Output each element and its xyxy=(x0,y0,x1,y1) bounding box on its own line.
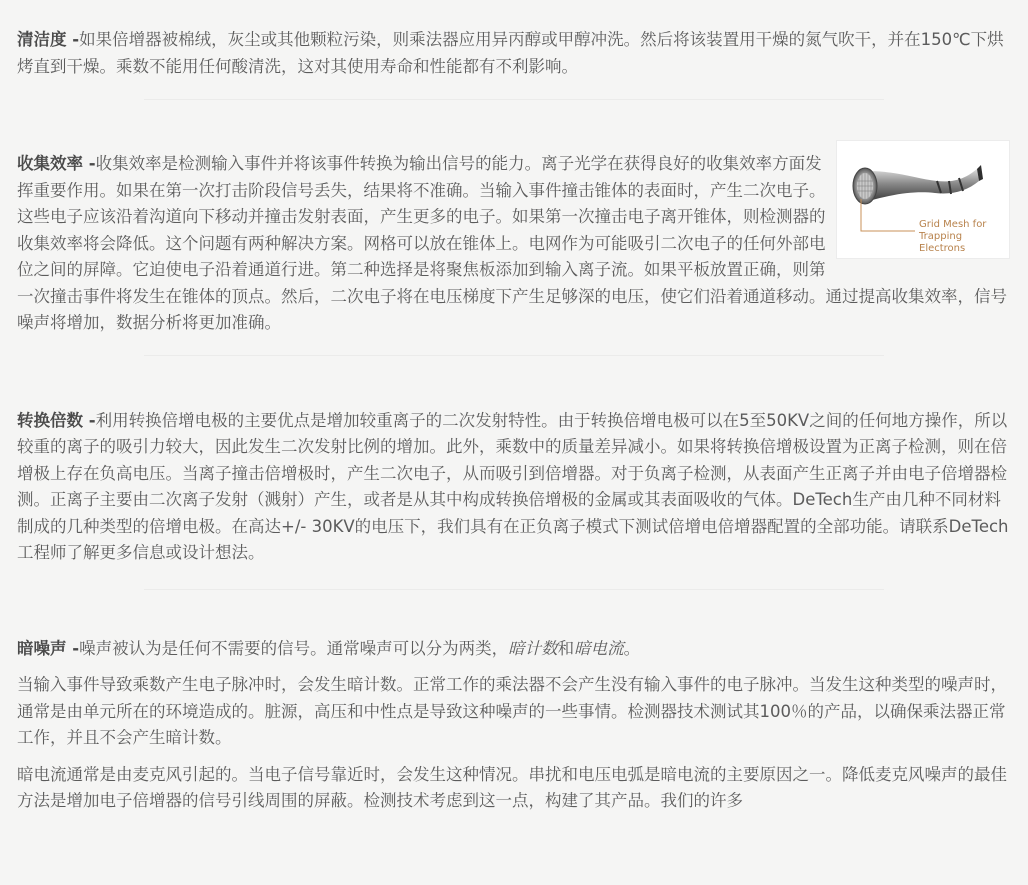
caption-line-1: Grid Mesh for xyxy=(919,219,987,230)
conversion-paragraph xyxy=(17,408,1010,567)
dark-noise-term: 暗噪声 - xyxy=(17,638,80,658)
collection-term: 收集效率 - xyxy=(17,154,96,173)
section-cleanliness xyxy=(17,27,1010,80)
dark-count-term: 暗计数 xyxy=(508,638,558,658)
cleanliness-term: 清洁度 - xyxy=(17,30,80,49)
divider xyxy=(144,355,884,356)
conversion-term: 转换倍数 - xyxy=(17,410,96,430)
dark-noise-intro-text: 噪声被认为是任何不需要的信号。通常噪声可以分为两类， xyxy=(79,638,509,658)
dark-current-term: 暗电流 xyxy=(574,638,624,658)
dark-count-paragraph: 当输入事件导致乘数产生电子脉冲时，会发生暗计数。正常工作的乘法器不会产生没有输入事件的电子脉冲。当发生这种类型的噪声时，通常是由单元所在的环境造成的。脏源，高压和中性点是导致这种噪声的一些事情。检测器技术测试其100％的产品，以确保乘法器正常工作，并且不会产生暗计数。 xyxy=(17,675,1007,747)
collection-text: 收集效率是检测输入事件并将该事件转换为输出信号的能力。离子光学在获得良好的收集效率方面发挥重要作用。如果在第一次打击阶段信号丢失，结果将不准确。当输入事件撞击锥体的表面时，产生二次电子。这些电子应该沿着沟道向下移动并撞击发射表面，产生更多的电子。如果第一次撞击电子离开锥体，则检测器的收集效率将会降低。这个问题有两种解决方案。网格可以放在锥体上。电网作为可能吸引二次电子的任何外部电位之间的屏障。它迫使电子沿着通道行进。第二种选择是将聚焦板添加到输入离子流。如果平板放置正确，则第一次撞击事件将发生在锥体的顶点。然后，二次电子将在电压梯度下产生足够深的电压，使它们沿着通道移动。通过提高收集效率，信号噪声将增加，数据分析将更加准确。 xyxy=(17,154,1007,332)
section-dark-noise xyxy=(17,636,1010,815)
caption-line-2: Trapping Electrons xyxy=(919,231,966,254)
and-text: 和 xyxy=(557,638,575,658)
dark-noise-intro xyxy=(17,636,1010,663)
cleanliness-paragraph xyxy=(17,27,1010,80)
grid-mesh-figure xyxy=(836,140,1010,259)
conversion-text: 利用转换倍增电极的主要优点是增加较重离子的二次发射特性。由于转换倍增电极可以在5至50KV之间的任何地方操作，所以较重的离子的吸引力较大，因此发生二次发射比例的增加。此外，乘数中的质量差异减小。如果将转换倍增极设置为正离子检测，则在倍增极上存在负高电压。当离子撞击倍增极时，产生二次电子，从而吸引到倍增器。对于负离子检测，从表面产生正离子并由电子倍增器检测。正离子主要由二次离子发射（溅射）产生，或者是从其中构成转换倍增极的金属或其表面吸收的气体。DeTech生产由几种不同材料制成的几种类型的倍增电极。在高达+/- 30KV的电压下，我们具有在正负离子模式下测试倍增电倍增器配置的全部功能。请联系DeTech工程师了解更多信息或设计想法。 xyxy=(17,410,1009,562)
section-conversion-dynode xyxy=(17,408,1010,567)
figure-caption xyxy=(919,219,1009,255)
section-collection-efficiency xyxy=(17,151,1010,337)
divider xyxy=(144,589,884,590)
dark-current-paragraph: 暗电流通常是由麦克风引起的。当电子信号靠近时，会发生这种情况。串扰和电压电弧是暗电流的主要原因之一。降低麦克风噪声的最佳方法是增加电子倍增器的信号引线周围的屏蔽。检测技术考虑到这一点，构建了其产品。我们的许多 xyxy=(17,764,1007,810)
divider xyxy=(144,99,884,100)
period-text: 。 xyxy=(623,638,641,658)
cleanliness-text: 如果倍增器被棉绒，灰尘或其他颗粒污染，则乘法器应用异丙醇或甲醇冲洗。然后将该装置用干燥的氮气吹干，并在150℃下烘烤直到干燥。乘数不能用任何酸清洗，这对其使用寿命和性能都有不利影响。 xyxy=(17,30,1004,76)
